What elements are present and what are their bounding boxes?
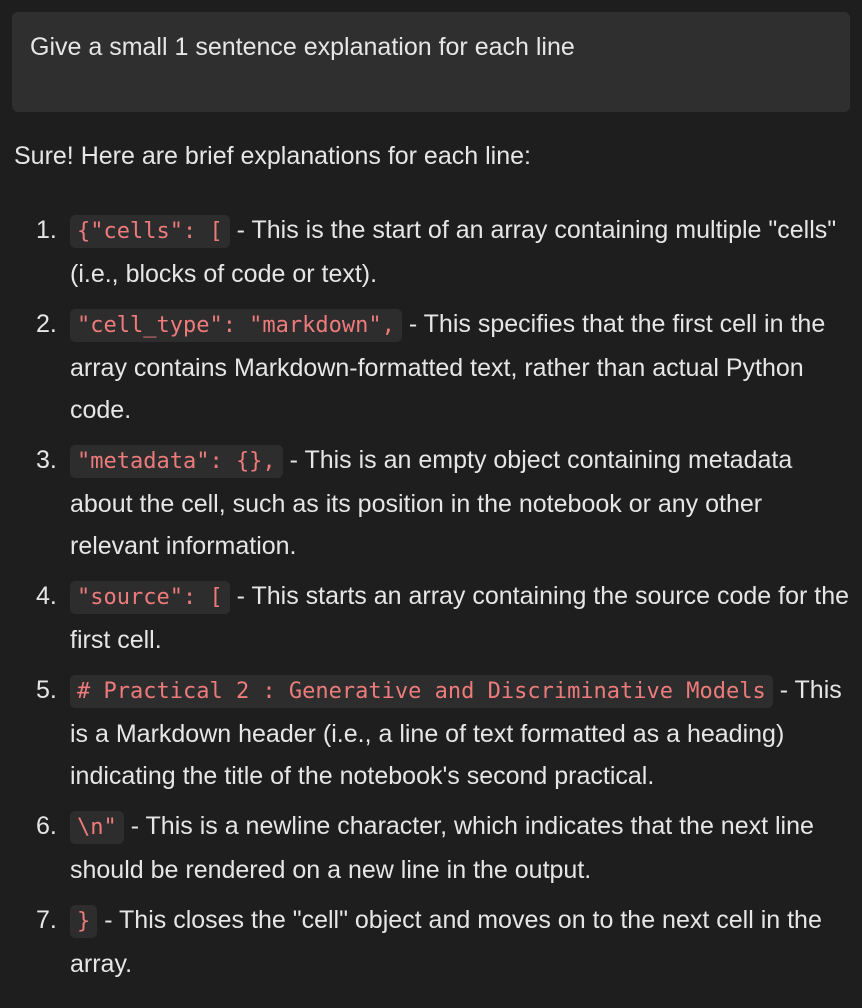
list-item-number: 4. <box>36 582 57 610</box>
explanation-list <box>14 209 854 985</box>
list-item <box>14 575 854 661</box>
inline-code: \n" <box>70 811 124 844</box>
list-item-text: - This is the start of an array containing multiple "cells" (i.e., blocks of code or text). <box>70 216 837 288</box>
list-item <box>14 303 854 431</box>
assistant-response <box>14 136 854 993</box>
response-intro: Sure! Here are brief explanations for each line: <box>14 142 531 170</box>
list-item-number: 7. <box>36 906 57 934</box>
list-item <box>14 805 854 891</box>
list-item-text: - This is a Markdown header (i.e., a line of text formatted as a heading) indicating the title of the notebook's second practical. <box>70 676 842 790</box>
inline-code: "source": [ <box>70 581 230 614</box>
list-item-text: - This is an empty object containing metadata about the cell, such as its position in the notebook or any other relevant information. <box>70 446 793 560</box>
user-message-text: Give a small 1 sentence explanation for each line <box>30 33 575 61</box>
inline-code: # Practical 2 : Generative and Discriminative Models <box>70 675 773 708</box>
list-item-number: 3. <box>36 446 57 474</box>
list-item-text: - This is a newline character, which indicates that the next line should be rendered on a new line in the output. <box>70 812 814 884</box>
inline-code: "cell_type": "markdown", <box>70 309 402 342</box>
list-item <box>14 209 854 295</box>
inline-code: } <box>70 905 97 938</box>
list-item <box>14 439 854 567</box>
list-item <box>14 669 854 797</box>
list-item <box>14 899 854 985</box>
list-item-text: - This closes the "cell" object and moves on to the next cell in the array. <box>70 906 822 978</box>
list-item-text: - This specifies that the first cell in the array contains Markdown-formatted text, rather than actual Python code. <box>70 310 826 424</box>
inline-code: {"cells": [ <box>70 215 230 248</box>
user-message-bubble <box>12 12 850 112</box>
inline-code: "metadata": {}, <box>70 445 283 478</box>
list-item-number: 1. <box>36 216 57 244</box>
list-item-number: 5. <box>36 676 57 704</box>
list-item-text: - This starts an array containing the source code for the first cell. <box>70 582 850 654</box>
list-item-number: 6. <box>36 812 57 840</box>
list-item-number: 2. <box>36 310 57 338</box>
